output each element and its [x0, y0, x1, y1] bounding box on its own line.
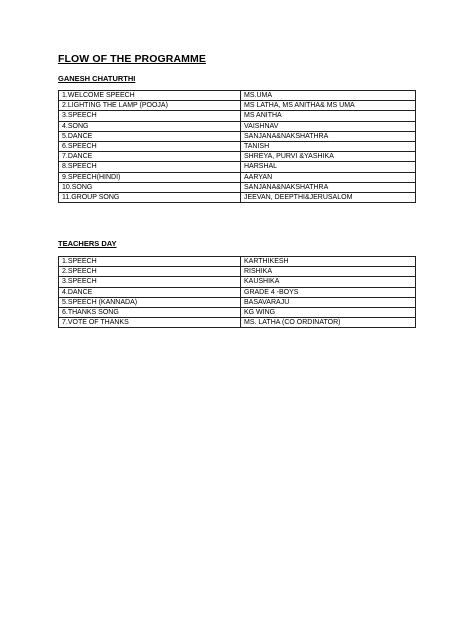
performer-cell: JEEVAN, DEEPTHI&JERUSALOM: [241, 193, 416, 203]
table-row: [59, 121, 416, 131]
performer-cell: TANISH: [241, 142, 416, 152]
table-row: [59, 287, 416, 297]
table-row: [59, 193, 416, 203]
programme-item-cell: 10.SONG: [59, 182, 241, 192]
programme-item-cell: 5.SPEECH (KANNADA): [59, 297, 241, 307]
table-row: [59, 267, 416, 277]
performer-cell: KARTHIKESH: [241, 257, 416, 267]
section-title-ganesh-chaturthi: GANESH CHATURTHI: [58, 74, 136, 83]
performer-cell: MS ANITHA: [241, 111, 416, 121]
programme-item-cell: 3.SPEECH: [59, 111, 241, 121]
programme-item-cell: 11.GROUP SONG: [59, 193, 241, 203]
programme-item-cell: 2.SPEECH: [59, 267, 241, 277]
table-row: [59, 152, 416, 162]
programme-item-cell: 8.SPEECH: [59, 162, 241, 172]
table-row: [59, 142, 416, 152]
programme-item-cell: 2.LIGHTING THE LAMP (POOJA): [59, 101, 241, 111]
table-row: [59, 111, 416, 121]
performer-cell: KAUSHIKA: [241, 277, 416, 287]
programme-item-cell: 6.THANKS SONG: [59, 308, 241, 318]
performer-cell: MS.UMA: [241, 91, 416, 101]
performer-cell: HARSHAL: [241, 162, 416, 172]
table-row: [59, 131, 416, 141]
table-row: [59, 162, 416, 172]
programme-item-cell: 9.SPEECH(HINDI): [59, 172, 241, 182]
performer-cell: SANJANA&NAKSHATHRA: [241, 131, 416, 141]
table-row: [59, 318, 416, 328]
programme-item-cell: 7.VOTE OF THANKS: [59, 318, 241, 328]
table-row: [59, 297, 416, 307]
programme-item-cell: 4.DANCE: [59, 287, 241, 297]
programme-item-cell: 3.SPEECH: [59, 277, 241, 287]
performer-cell: MS. LATHA (CO ORDINATOR): [241, 318, 416, 328]
performer-cell: RISHIKA: [241, 267, 416, 277]
programme-item-cell: 4.SONG: [59, 121, 241, 131]
programme-item-cell: 5.DANCE: [59, 131, 241, 141]
programme-item-cell: 1.WELCOME SPEECH: [59, 91, 241, 101]
page-title: FLOW OF THE PROGRAMME: [58, 53, 206, 65]
performer-cell: GRADE 4 -BOYS: [241, 287, 416, 297]
programme-item-cell: 7.DANCE: [59, 152, 241, 162]
programme-item-cell: 6.SPEECH: [59, 142, 241, 152]
performer-cell: MS LATHA, MS ANITHA& MS UMA: [241, 101, 416, 111]
table-row: [59, 182, 416, 192]
performer-cell: BASAVARAJU: [241, 297, 416, 307]
performer-cell: SHREYA, PURVI &YASHIKA: [241, 152, 416, 162]
table-row: [59, 277, 416, 287]
table-row: [59, 172, 416, 182]
table-row: [59, 308, 416, 318]
section-title-teachers-day: TEACHERS DAY: [58, 239, 117, 248]
performer-cell: KG WING: [241, 308, 416, 318]
programme-table-teachers-day: [58, 256, 416, 328]
performer-cell: VAISHNAV: [241, 121, 416, 131]
performer-cell: SANJANA&NAKSHATHRA: [241, 182, 416, 192]
table-row: [59, 257, 416, 267]
table-row: [59, 101, 416, 111]
programme-table-ganesh-chaturthi: [58, 90, 416, 203]
table-row: [59, 91, 416, 101]
performer-cell: AARYAN: [241, 172, 416, 182]
programme-item-cell: 1.SPEECH: [59, 257, 241, 267]
